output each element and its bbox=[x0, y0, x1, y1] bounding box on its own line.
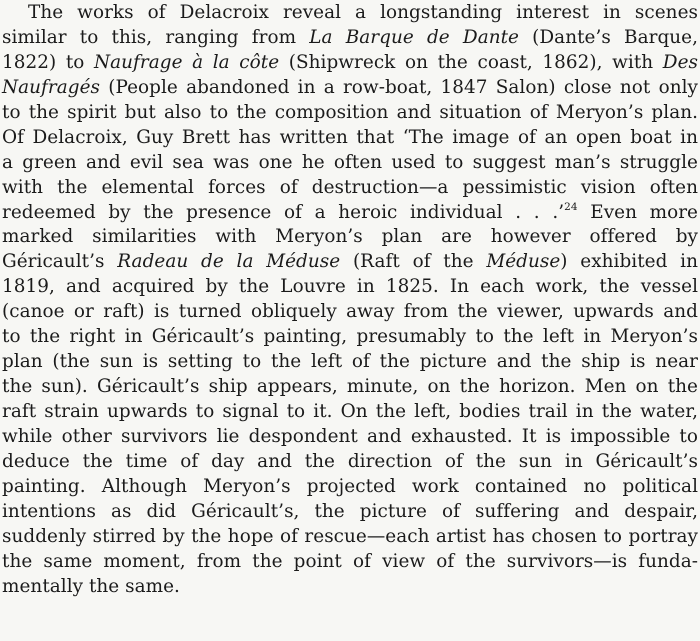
text-segment: the sun). Géricault’s ship appears, minute, on the horizon. Men on the bbox=[2, 376, 698, 398]
text-line bbox=[2, 425, 698, 450]
text-line bbox=[2, 76, 698, 101]
text-segment: the same moment, from the point of view of the survivors—is funda- bbox=[2, 550, 698, 572]
text-segment: a green and evil sea was one he often used to suggest man’s struggle bbox=[2, 151, 698, 173]
italic-title: Radeau de la Méduse bbox=[117, 251, 341, 273]
text-line bbox=[2, 250, 698, 275]
text-line bbox=[2, 201, 698, 226]
text-segment: intentions as did Géricault’s, the picture of suffering and despair, bbox=[2, 500, 698, 522]
text-segment: (canoe or raft) is turned obliquely away from the viewer, upwards and bbox=[2, 301, 698, 323]
text-line bbox=[2, 325, 698, 350]
text-line bbox=[2, 225, 698, 250]
italic-title: Naufrage à la côte bbox=[94, 51, 280, 73]
text-segment: to the right in Géricault’s painting, presumably to the left in Meryon’s bbox=[2, 326, 698, 348]
text-segment: with the elemental forces of destruction—a pessimistic vision often bbox=[2, 176, 698, 198]
footnote-ref: 24 bbox=[564, 200, 578, 213]
text-segment: (People abandoned in a row-boat, 1847 Salon) close not only bbox=[100, 76, 698, 98]
text-segment: 1819, and acquired by the Louvre in 1825. In each work, the vessel bbox=[2, 276, 698, 298]
text-line bbox=[2, 275, 698, 300]
text-segment: (Raft of the bbox=[340, 251, 487, 273]
text-line bbox=[2, 475, 698, 500]
text-line bbox=[2, 126, 698, 151]
italic-title: Méduse bbox=[486, 251, 561, 273]
text-segment: suddenly stirred by the hope of rescue—each artist has chosen to portray bbox=[2, 525, 698, 547]
text-segment: similar to this, ranging from bbox=[2, 26, 310, 48]
text-segment: ) exhibited in bbox=[560, 251, 699, 273]
text-line bbox=[2, 375, 698, 400]
text-segment: plan (the sun is setting to the left of the picture and the ship is near bbox=[2, 351, 698, 373]
text-line bbox=[2, 151, 698, 176]
text-segment: redeemed by the presence of a heroic individual . . .’ bbox=[2, 201, 565, 223]
text-line bbox=[2, 575, 698, 600]
text-line bbox=[2, 400, 698, 425]
text-line bbox=[2, 350, 698, 375]
text-segment: deduce the time of day and the direction of the sun in Géricault’s bbox=[2, 450, 698, 472]
italic-title: Des bbox=[662, 51, 698, 73]
italic-title: Naufragés bbox=[2, 76, 101, 98]
text-line bbox=[2, 300, 698, 325]
text-line bbox=[2, 450, 698, 475]
text-segment: Géricault’s bbox=[2, 251, 118, 273]
text-line bbox=[2, 525, 698, 550]
body-paragraph bbox=[2, 1, 698, 600]
text-segment: to the spirit but also to the composition and situation of Meryon’s plan. bbox=[2, 101, 698, 123]
text-line bbox=[2, 176, 698, 201]
text-line bbox=[2, 550, 698, 575]
text-line bbox=[2, 500, 698, 525]
text-segment: while other survivors lie despondent and exhausted. It is impossible to bbox=[2, 425, 698, 447]
text-segment: Even more bbox=[577, 201, 698, 223]
text-segment: raft strain upwards to signal to it. On the left, bodies trail in the water, bbox=[2, 401, 698, 422]
text-segment: marked similarities with Meryon’s plan are however offered by bbox=[2, 226, 698, 248]
text-line bbox=[2, 26, 698, 51]
text-line bbox=[2, 51, 698, 76]
text-segment: mentally the same. bbox=[2, 575, 180, 597]
italic-title: La Barque de Dante bbox=[309, 26, 519, 48]
text-segment: (Dante’s Barque, bbox=[518, 26, 698, 48]
text-segment: painting. Although Meryon’s projected work contained no political bbox=[2, 475, 698, 497]
text-line bbox=[2, 101, 698, 126]
text-line bbox=[2, 1, 698, 26]
text-segment: 1822) to bbox=[2, 51, 94, 73]
text-segment: Of Delacroix, Guy Brett has written that ‘The image of an open boat in bbox=[2, 126, 698, 148]
text-segment: (Shipwreck on the coast, 1862), with bbox=[279, 51, 663, 73]
text-segment: The works of Delacroix reveal a longstanding interest in scenes bbox=[28, 2, 698, 23]
